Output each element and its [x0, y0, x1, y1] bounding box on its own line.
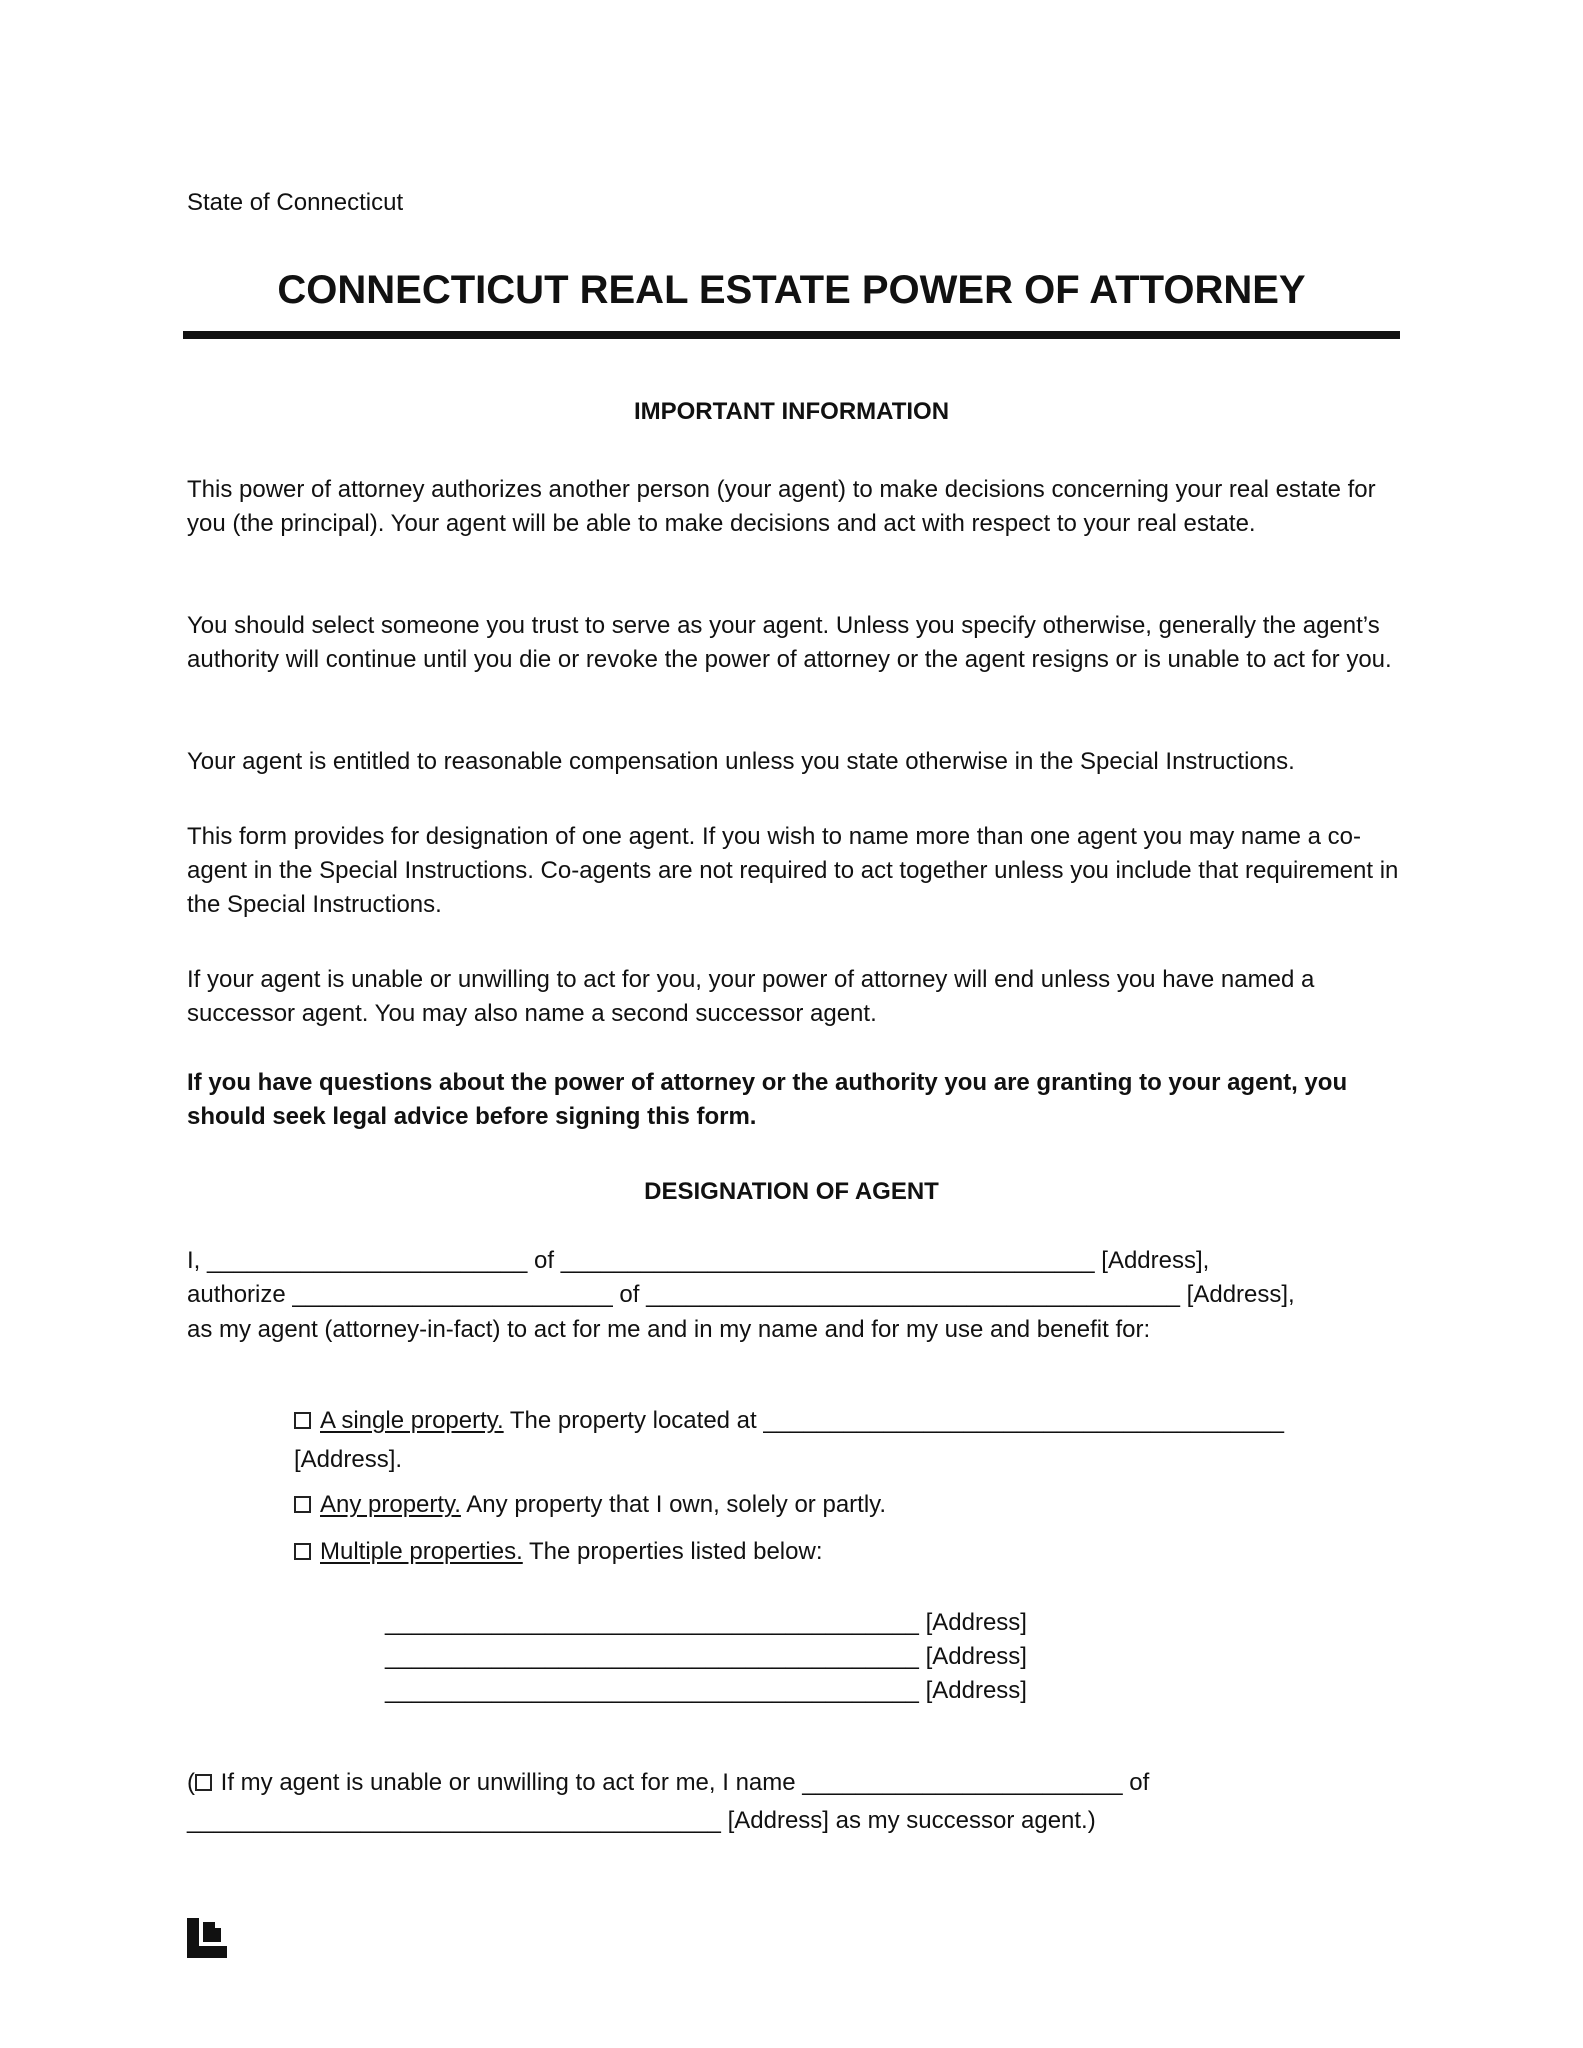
state-label: State of Connecticut — [187, 189, 404, 216]
property-address-line-1[interactable]: ________________________________________ [Address] — [385, 1609, 1027, 1636]
successor-agent-line — [187, 1766, 1149, 1800]
info-paragraph-2: You should select someone you trust to serve as your agent. Unless you specify otherwise, generally the agent’s authority will continue until you die or revoke the power of attorney or the agent resigns or is unable to act for you. — [187, 612, 1392, 673]
multiple-properties-text: The properties listed below: — [522, 1538, 823, 1565]
any-property-text: Any property that I own, solely or partly. — [460, 1491, 887, 1518]
info-paragraph-4: This form provides for designation of one agent. If you wish to name more than one agent you may name a co-agent in the Special Instructions. Co-agents are not required to act together unless you include that requirement in the Special Instructions. — [187, 823, 1399, 918]
option-single-property — [294, 1404, 1284, 1438]
multiple-properties-checkbox[interactable] — [294, 1543, 311, 1560]
successor-open-paren: ( — [187, 1769, 195, 1796]
principal-line[interactable]: I, ________________________ of ________________________________________ [Address], — [187, 1247, 1210, 1274]
info-paragraph-5: If your agent is unable or unwilling to act for you, your power of attorney will end unless you have named a successor agent. You may also name a second successor agent. — [187, 966, 1315, 1027]
successor-agent-text[interactable]: If my agent is unable or unwilling to act for me, I name ________________________ of — [214, 1769, 1150, 1796]
property-address-line-2[interactable]: ________________________________________ [Address] — [385, 1643, 1027, 1670]
agent-authority-line: as my agent (attorney-in-fact) to act for me and in my name and for my use and benefit for: — [187, 1316, 1151, 1343]
any-property-checkbox[interactable] — [294, 1496, 311, 1513]
important-information-heading: IMPORTANT INFORMATION — [633, 398, 950, 425]
single-property-checkbox[interactable] — [294, 1412, 311, 1429]
legal-advice-notice: If you have questions about the power of attorney or the authority you are granting to your agent, you should seek legal advice before signing this form. — [187, 1069, 1348, 1130]
successor-address-line[interactable]: ________________________________________ [Address] as my successor agent.) — [187, 1807, 1096, 1834]
successor-agent-checkbox[interactable] — [195, 1774, 212, 1791]
brand-logo-icon — [187, 1918, 227, 1958]
option-any-property — [294, 1488, 886, 1522]
info-paragraph-3: Your agent is entitled to reasonable compensation unless you state otherwise in the Special Instructions. — [187, 748, 1295, 775]
any-property-label: Any property. — [320, 1491, 461, 1518]
title-divider — [183, 331, 1400, 339]
option-multiple-properties — [294, 1535, 822, 1569]
document-title: CONNECTICUT REAL ESTATE POWER OF ATTORNEY — [277, 268, 1306, 312]
single-property-text[interactable]: The property located at _______________________________________ — [503, 1407, 1284, 1434]
info-paragraph-1: This power of attorney authorizes another person (your agent) to make decisions concerning your real estate for you (the principal). Your agent will be able to make decisions and act with respect to your real estate. — [187, 476, 1376, 537]
agent-line[interactable]: authorize ________________________ of ________________________________________ [Address], — [187, 1281, 1295, 1308]
designation-of-agent-heading: DESIGNATION OF AGENT — [644, 1178, 939, 1205]
multiple-properties-label: Multiple properties. — [320, 1538, 523, 1565]
single-property-address-suffix: [Address]. — [294, 1446, 403, 1473]
single-property-label: A single property. — [320, 1407, 504, 1434]
property-address-line-3[interactable]: ________________________________________ [Address] — [385, 1677, 1027, 1704]
